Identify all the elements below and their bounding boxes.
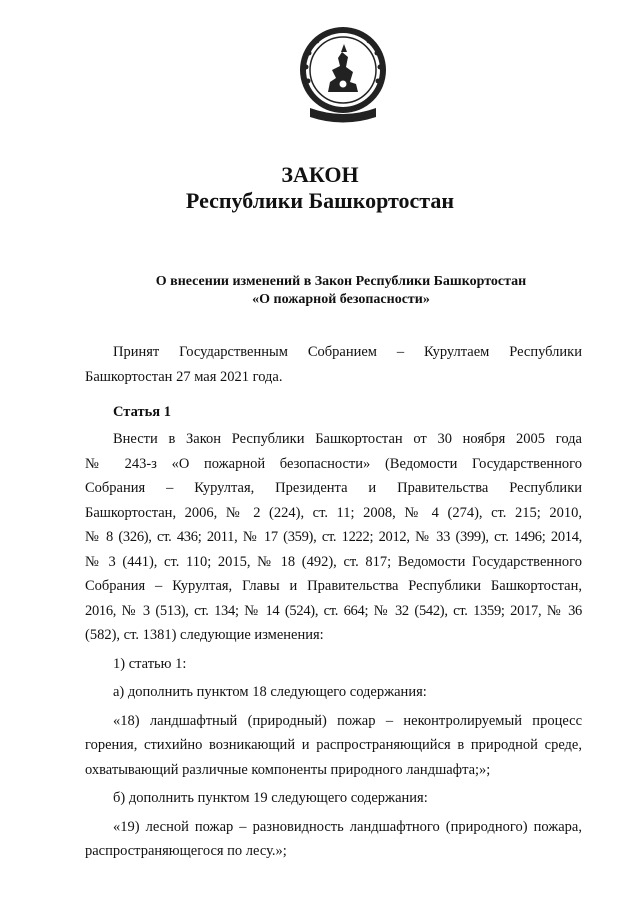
list-item-a: а) дополнить пунктом 18 следующего содержания: [113, 684, 427, 700]
body-line: № 8 (326), ст. 436; 2011, № 17 (359), ст. 1222; 2012, № 33 (399), ст. 1496; 2014, [85, 529, 582, 545]
document-subtitle: Республики Башкортостан [185, 188, 455, 213]
item18-line: охватывающий различные компоненты природного ландшафта;»; [85, 761, 491, 778]
body-line: № 3 (441), ст. 110; 2015, № 18 (492), ст. 817; Ведомости Государственного [85, 553, 582, 570]
list-item-b: б) дополнить пунктом 19 следующего содержания: [113, 790, 428, 806]
adoption-line2: Башкортостан 27 мая 2021 года. [85, 368, 283, 385]
item19-line: распространяющегося по лесу.»; [85, 843, 287, 859]
article-heading: Статья 1 [113, 404, 171, 420]
item19-line: «19) лесной пожар – разновидность ландшафтного (природного) пожара, [113, 818, 582, 835]
body-line: (582), ст. 1381) следующие изменения: [85, 627, 324, 643]
body-line: Собрания – Курултая, Главы и Правительства Республики Башкортостан, [85, 578, 582, 594]
law-title-line2: «О пожарной безопасности» [252, 292, 430, 307]
item18-line: горения, стихийно возникающий и распространяющийся в природной среде, [85, 737, 582, 753]
body-line: Внести в Закон Республики Башкортостан от 30 ноября 2005 года [113, 431, 582, 447]
bashkortostan-coat-of-arms-icon [298, 22, 388, 130]
document-title: ЗАКОН [281, 162, 359, 187]
adoption-line1: Принят Государственным Собранием – Курултаем Республики [113, 344, 582, 360]
body-line: Башкортостан, 2006, № 2 (224), ст. 11; 2008, № 4 (274), ст. 215; 2010, [85, 504, 582, 521]
body-line: Собрания – Курултая, Президента и Правительства Республики [85, 480, 582, 496]
body-line: 2016, № 3 (513), ст. 134; № 14 (524), ст. 664; № 32 (542), ст. 1359; 2017, № 36 [85, 602, 582, 619]
list-item-1: 1) статью 1: [113, 655, 187, 672]
item18-line: «18) ландшафтный (природный) пожар – неконтролируемый процесс [113, 712, 582, 729]
adoption-note [85, 340, 582, 389]
body-line: № 243-з «О пожарной безопасности» (Ведомости Государственного [85, 455, 582, 472]
article-body [85, 427, 582, 864]
law-title-line1: О внесении изменений в Закон Республики Башкортостан [155, 274, 527, 289]
